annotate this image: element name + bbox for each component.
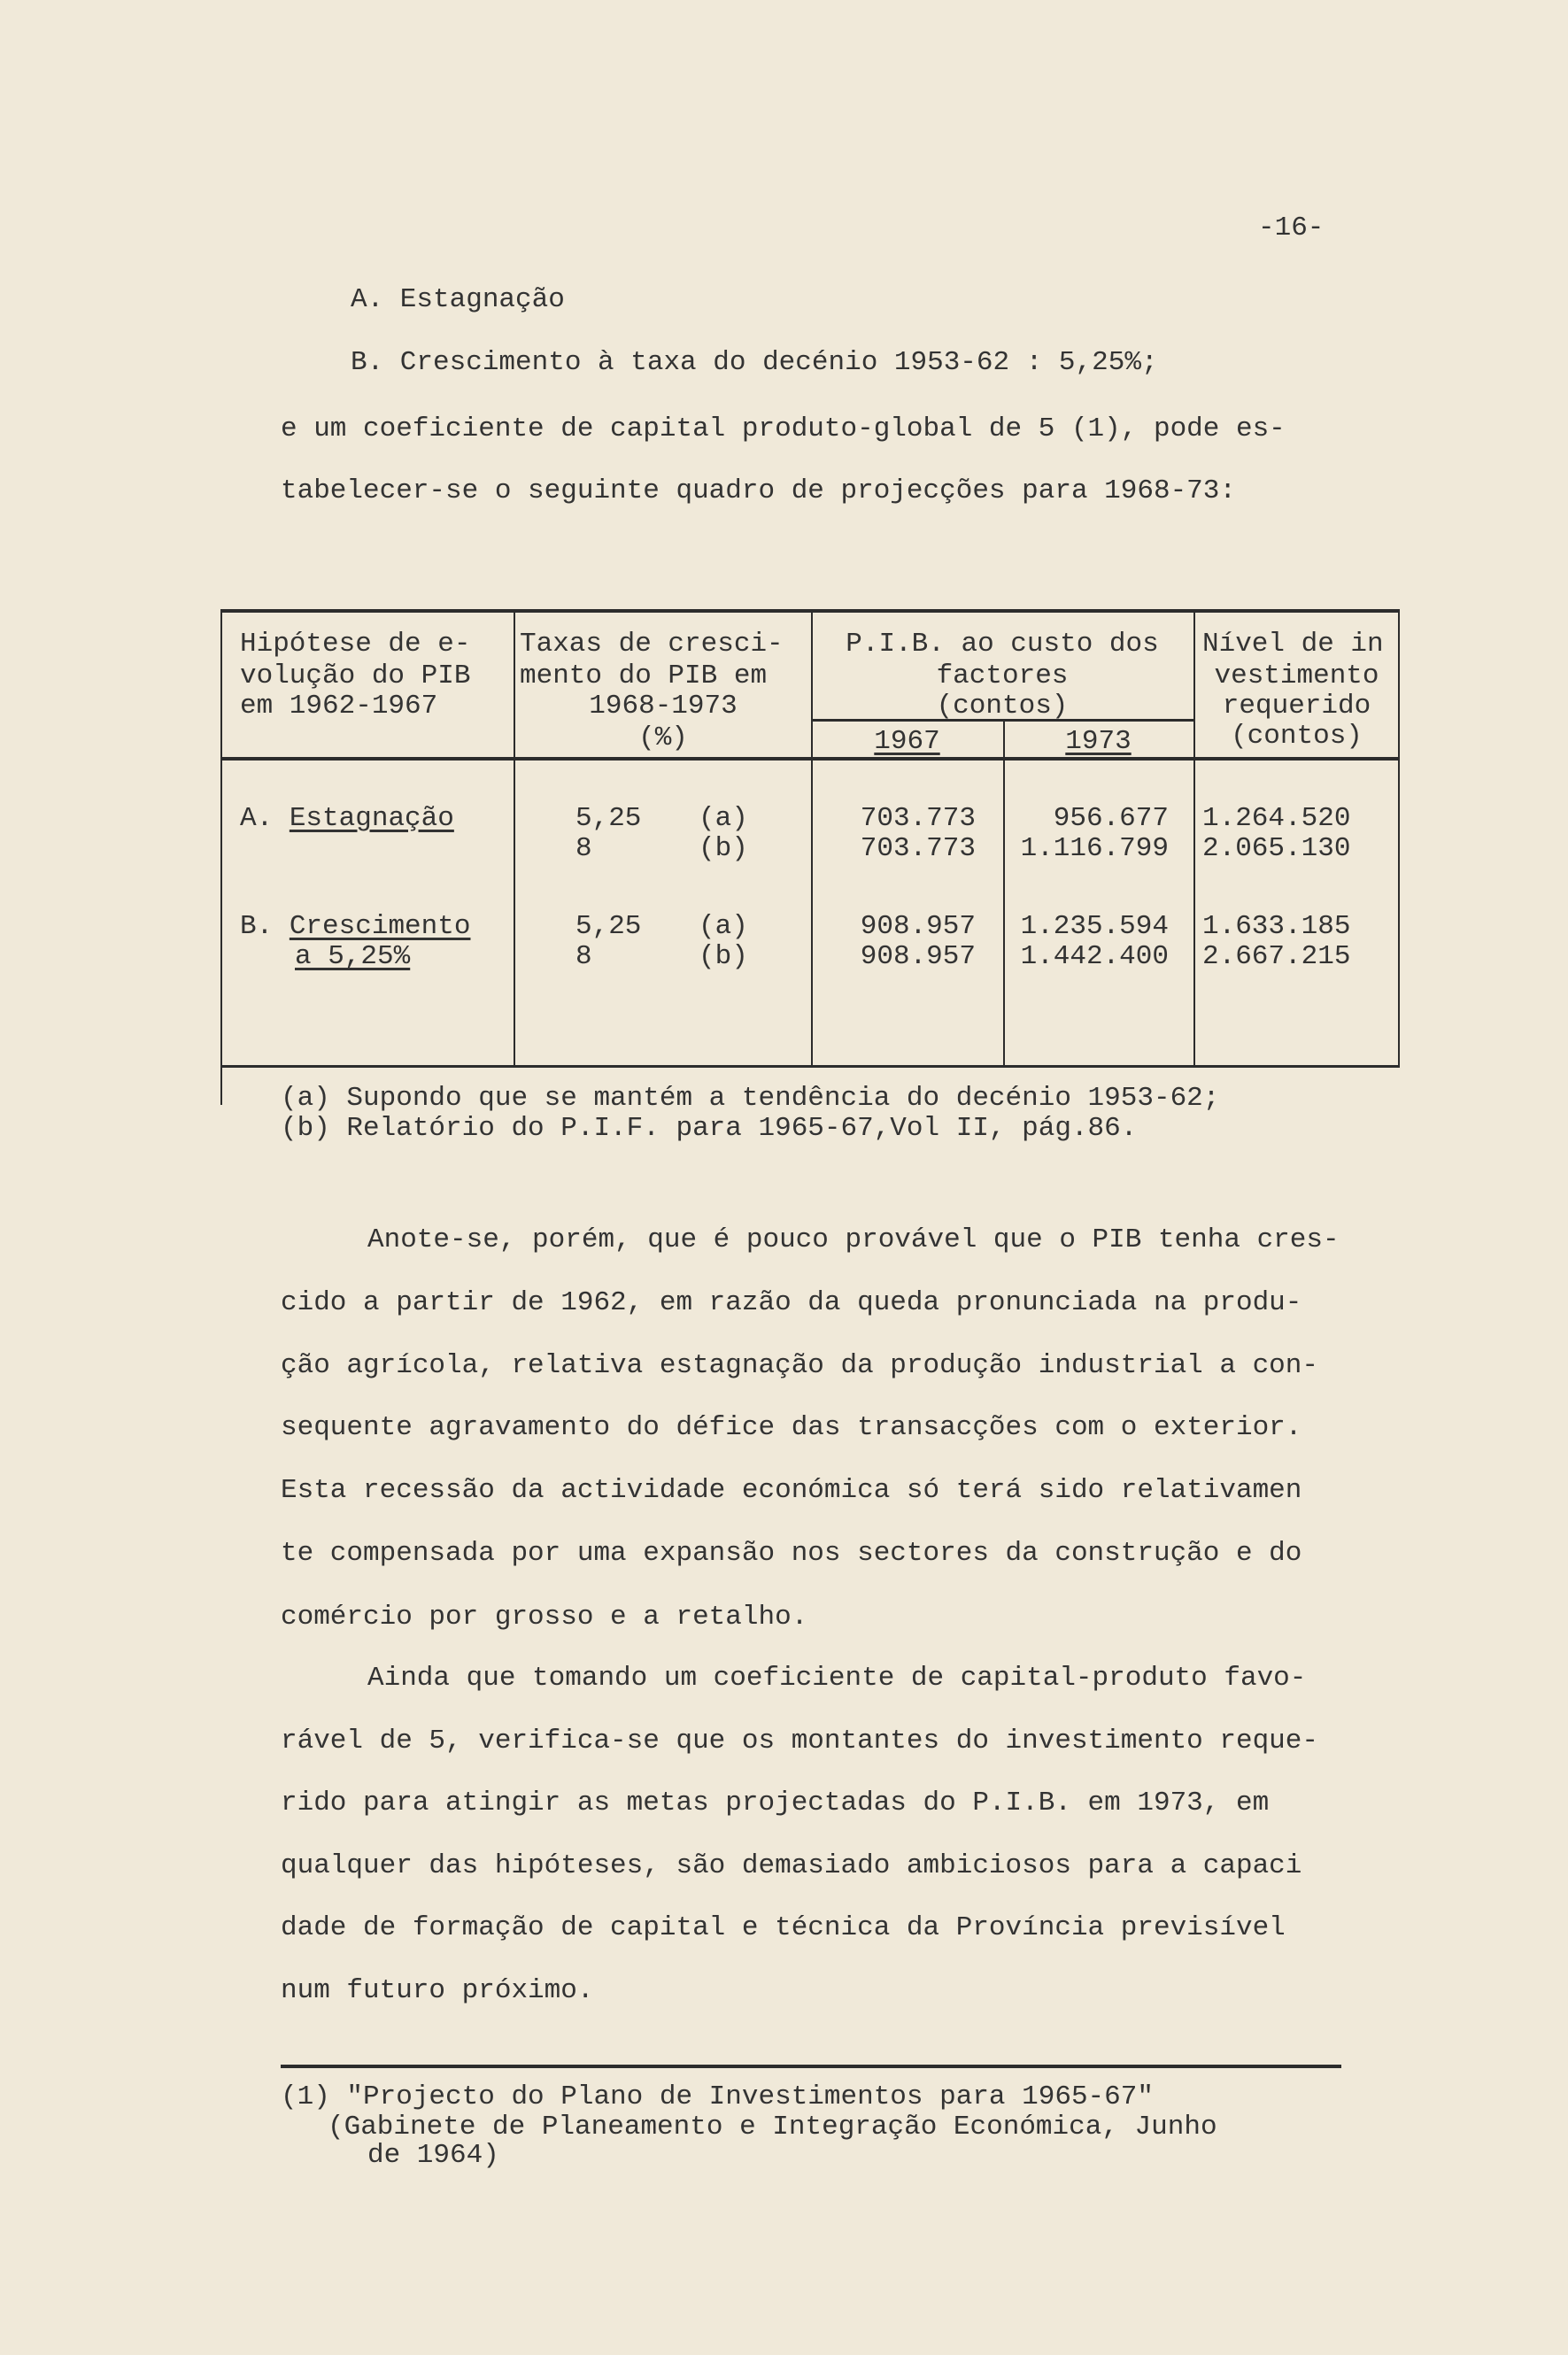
header-pib: (contos) <box>936 691 1069 722</box>
rate: 8 <box>575 833 592 864</box>
header-hypothesis: Hipótese de e- <box>240 629 471 660</box>
header-growth-rate: mento do PIB em <box>520 660 768 691</box>
body-line: ção agrícola, relativa estagnação da produção industrial a con- <box>281 1350 1318 1381</box>
investment: 1.633.185 <box>1202 911 1351 942</box>
intro-line: B. Crescimento à taxa do decénio 1953-62 : 5,25%; <box>351 347 1158 378</box>
footnote: (1) "Projecto do Plano de Investimentos para 1965-67" <box>281 2081 1154 2112</box>
body-line: te compensada por uma expansão nos sectores da construção e do <box>281 1538 1302 1569</box>
header-investment: requerido <box>1222 691 1371 722</box>
header-pib: P.I.B. ao custo dos <box>846 629 1159 660</box>
note-ref: (b) <box>699 833 748 864</box>
table-note: (a) Supondo que se mantém a tendência do decénio 1953-62; <box>281 1083 1220 1114</box>
note-ref: (a) <box>699 911 748 942</box>
pib-1967: 908.957 <box>860 911 976 942</box>
pib-1967: 908.957 <box>860 941 976 972</box>
header-growth-rate: (%) <box>638 722 688 753</box>
header-investment: vestimento <box>1214 660 1379 691</box>
note-ref: (b) <box>699 941 748 972</box>
pib-1973: 1.116.799 <box>1020 833 1169 864</box>
body-line: dade de formação de capital e técnica da Província previsível <box>281 1912 1286 1943</box>
body-line: rido para atingir as metas projectadas do P.I.B. em 1973, em <box>281 1787 1270 1818</box>
body-line: Esta recessão da actividade económica só terá sido relativamen <box>281 1475 1302 1506</box>
body-line: comércio por grosso e a retalho. <box>281 1602 808 1633</box>
pib-1973: 956.677 <box>1053 803 1169 834</box>
pib-1967: 703.773 <box>860 803 976 834</box>
header-hypothesis: volução do PIB <box>240 660 471 691</box>
footnote: de 1964) <box>367 2140 499 2171</box>
investment: 2.065.130 <box>1202 833 1351 864</box>
rate: 5,25 <box>575 911 642 942</box>
investment: 2.667.215 <box>1202 941 1351 972</box>
intro-line: tabelecer-se o seguinte quadro de projecções para 1968-73: <box>281 475 1236 506</box>
note-ref: (a) <box>699 803 748 834</box>
group-label: A. Estagnação <box>240 803 454 834</box>
group-label: a 5,25% <box>295 941 411 972</box>
body-line: num futuro próximo. <box>281 1975 594 2006</box>
page-number: -16- <box>1258 212 1325 243</box>
footnote-divider <box>281 2065 1341 2068</box>
header-pib: factores <box>936 660 1069 691</box>
pib-1967: 703.773 <box>860 833 976 864</box>
body-line: cido a partir de 1962, em razão da queda pronunciada na produ- <box>281 1287 1302 1318</box>
intro-line: e um coeficiente de capital produto-global de 5 (1), pode es- <box>281 413 1286 444</box>
body-line: rável de 5, verifica-se que os montantes do investimento reque- <box>281 1726 1318 1757</box>
table-note: (b) Relatório do P.I.F. para 1965-67,Vol II, pág.86. <box>281 1113 1138 1144</box>
body-line: qualquer das hipóteses, são demasiado ambiciosos para a capaci <box>281 1850 1302 1881</box>
body-line: sequente agravamento do défice das transacções com o exterior. <box>281 1412 1302 1443</box>
header-hypothesis: em 1962-1967 <box>240 691 438 722</box>
header-growth-rate: Taxas de cresci- <box>520 629 784 660</box>
pib-1973: 1.442.400 <box>1020 941 1169 972</box>
pib-1973: 1.235.594 <box>1020 911 1169 942</box>
footnote: (Gabinete de Planeamento e Integração Económica, Junho <box>328 2112 1217 2143</box>
rate: 5,25 <box>575 803 642 834</box>
header-growth-rate: 1968-1973 <box>589 691 738 722</box>
header-investment: Nível de in <box>1202 629 1384 660</box>
header-investment: (contos) <box>1231 721 1363 752</box>
rate: 8 <box>575 941 592 972</box>
body-line: Ainda que tomando um coeficiente de capital-produto favo- <box>367 1663 1307 1694</box>
header-pib-1973: 1973 <box>1065 726 1132 757</box>
investment: 1.264.520 <box>1202 803 1351 834</box>
body-line: Anote-se, porém, que é pouco provável que o PIB tenha cres- <box>367 1224 1340 1255</box>
header-pib-1967: 1967 <box>874 726 940 757</box>
group-label: B. Crescimento <box>240 911 471 942</box>
intro-line: A. Estagnação <box>351 284 565 315</box>
